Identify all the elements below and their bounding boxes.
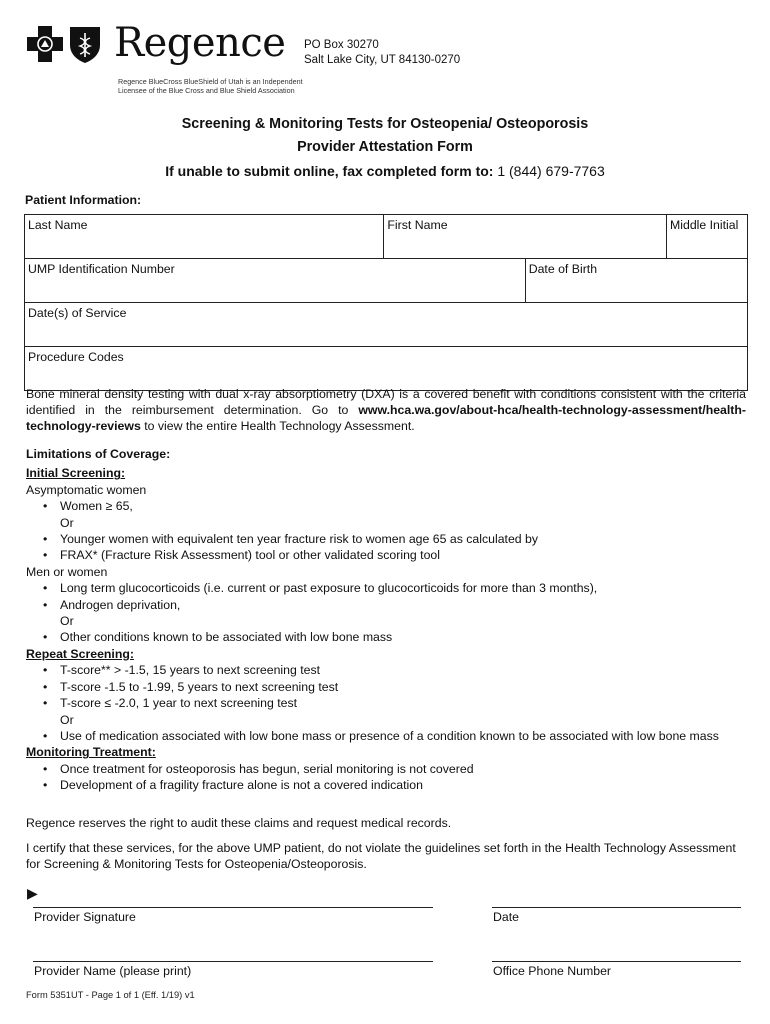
list-item: • Development of a fragility fracture alone is not a covered indication (26, 777, 756, 793)
repeat-screening-heading: Repeat Screening: (26, 646, 134, 661)
monitoring-treatment-heading: Monitoring Treatment: (26, 745, 156, 760)
list-item: • Younger women with equivalent ten year fracture risk to women age 65 as calculated by (26, 531, 756, 547)
list-item: • T-score -1.5 to -1.99, 5 years to next screening test (26, 679, 756, 695)
list-item: • FRAX* (Fracture Risk Assessment) tool or other validated scoring tool (26, 547, 756, 563)
form-subtitle: Provider Attestation Form (297, 139, 473, 155)
provider-signature-label: Provider Signature (34, 910, 136, 924)
audit-statement: Regence reserves the right to audit these claims and request medical records. (26, 816, 452, 830)
blue-cross-blue-shield-icon (26, 24, 110, 64)
date-line[interactable] (492, 907, 741, 908)
mailing-address: PO Box 30270 Salt Lake City, UT 84130-0270 (304, 39, 461, 66)
or-label: Or (60, 712, 74, 727)
procedure-codes-field[interactable]: Procedure Codes (25, 347, 748, 391)
brand-name: Regence (114, 20, 286, 66)
provider-signature-line[interactable] (33, 907, 433, 908)
list-item: • Once treatment for osteoporosis has begun, serial monitoring is not covered (26, 761, 756, 777)
dates-of-service-field[interactable]: Date(s) of Service (25, 303, 748, 347)
list-item: • Women ≥ 65, (26, 498, 756, 514)
patient-info-heading: Patient Information: (25, 193, 142, 207)
fax-instructions: If unable to submit online, fax completed form to: 1 (844) 679-7763 (165, 163, 605, 179)
hta-link[interactable]: www.hca.wa.gov/about-hca/health-technology-assessment/health-technology-reviews (26, 403, 746, 433)
office-phone-line[interactable] (492, 961, 741, 962)
provider-name-label: Provider Name (please print) (34, 964, 192, 978)
asymptomatic-women-label: Asymptomatic women (26, 482, 147, 497)
list-item: • Use of medication associated with low bone mass or presence of a condition known to be associated with low bone mass (26, 728, 756, 744)
form-footer: Form 5351UT - Page 1 of 1 (Eff. 1/19) v1 (26, 990, 195, 1000)
date-of-birth-field[interactable]: Date of Birth (525, 259, 747, 303)
coverage-heading: Limitations of Coverage: (26, 447, 171, 461)
middle-initial-field[interactable]: Middle Initial (667, 215, 748, 259)
first-name-field[interactable]: First Name (384, 215, 667, 259)
initial-screening-heading: Initial Screening: (26, 466, 126, 481)
list-item: • Long term glucocorticoids (i.e. current or past exposure to glucocorticoids for more than 3 months), (26, 580, 756, 596)
patient-info-table (24, 214, 748, 391)
or-label: Or (60, 614, 74, 629)
form-title: Screening & Monitoring Tests for Osteopenia/ Osteoporosis (181, 116, 589, 132)
list-item: • Other conditions known to be associated with low bone mass (26, 629, 756, 645)
regence-logo (26, 22, 316, 96)
certification-statement: I certify that these services, for the above UMP patient, do not violate the guidelines set forth in the Health Technology Assessment for Screening & Monitoring Tests for Osteopenia/Osteoporosis. (26, 841, 736, 871)
office-phone-label: Office Phone Number (493, 964, 612, 978)
intro-paragraph: Bone mineral density testing with dual x-ray absorptiometry (DXA) is a covered benefit with conditions consistent with the criteria identified in the reimbursement determination. Go to www.hca.wa.gov/about-hca/health-technology-assessment/health-technology-reviews to view the entire Health Technology Assessment. (26, 387, 746, 433)
list-item: • T-score ≤ -2.0, 1 year to next screening test (26, 695, 756, 711)
list-item: • T-score** > -1.5, 15 years to next screening test (26, 662, 756, 678)
date-label: Date (493, 910, 519, 924)
men-or-women-label: Men or women (26, 564, 108, 579)
provider-name-line[interactable] (33, 961, 433, 962)
ump-id-field[interactable]: UMP Identification Number (25, 259, 526, 303)
or-label: Or (60, 515, 74, 530)
signature-arrow-icon: ▶ (27, 885, 38, 901)
fax-number: 1 (844) 679-7763 (497, 163, 605, 179)
last-name-field[interactable]: Last Name (25, 215, 384, 259)
coverage-section (26, 446, 756, 794)
list-item: • Androgen deprivation, (26, 597, 756, 613)
licensee-text: Regence BlueCross BlueShield of Utah is an Independent Licensee of the Blue Cross and Blue Shield Association (118, 77, 303, 95)
